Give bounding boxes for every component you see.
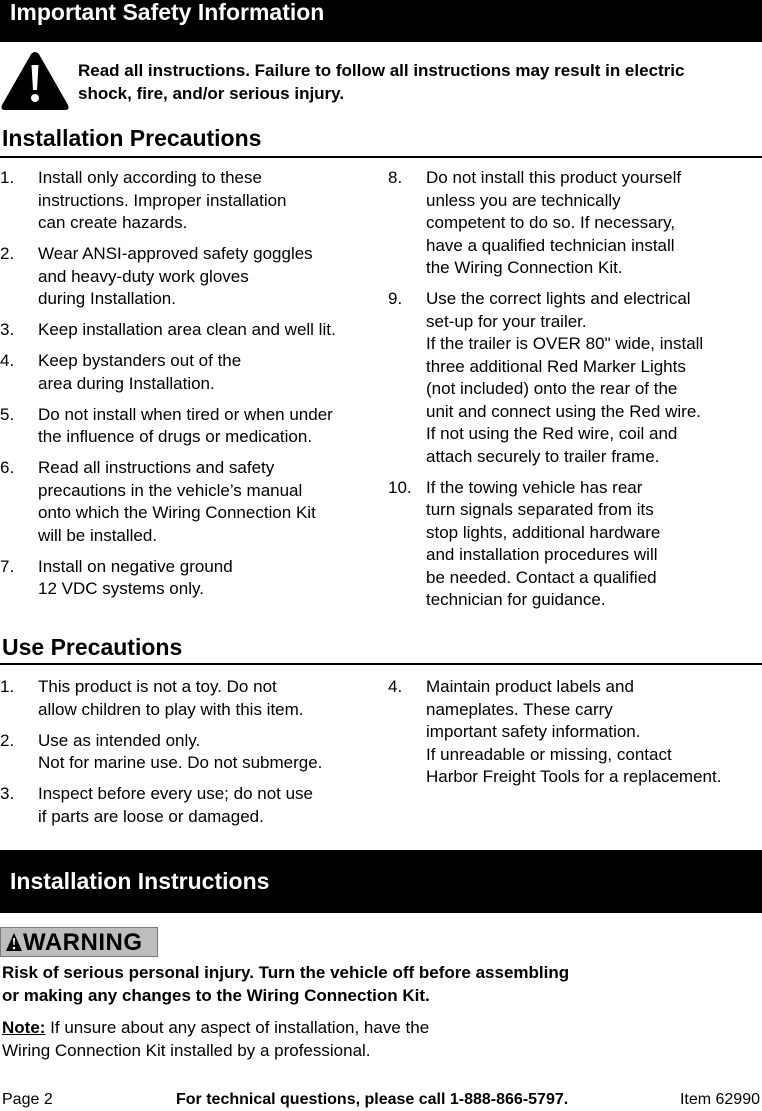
list-item-text: Use the correct lights and electrical set-up for your trailer. If the trailer is OVER 80" wide, install three additional Red Marker Lights (not included) onto the rear of the unit and connect using the Red wire. If not using the Red wire, coil and attach securely to trailer frame.	[426, 289, 704, 466]
list-item-text: Read all instructions and safety precautions in the vehicle’s manual onto which the Wiring Connection Kit will be installed.	[38, 458, 316, 545]
installation-instructions-title: Installation Instructions	[10, 868, 270, 894]
list-item	[0, 676, 370, 721]
list-item-number: 4.	[388, 677, 403, 696]
warning-triangle-icon	[5, 932, 23, 952]
list-item-text: Do not install this product yourself unless you are technically competent to do so. If necessary, have a qualified technician install the Wiring Connection Kit.	[426, 168, 682, 277]
use-precautions-title: Use Precautions	[2, 634, 183, 660]
note-text: If unsure about any aspect of installation, have the Wiring Connection Kit installed by a professional.	[2, 1018, 430, 1060]
note-paragraph	[2, 1016, 682, 1062]
safety-alert	[0, 50, 762, 112]
page-number: Page 2	[2, 1091, 53, 1108]
use-precautions-left-column	[0, 676, 370, 837]
list-item-text: Install on negative ground 12 VDC systems only.	[38, 556, 233, 598]
list-item	[0, 350, 370, 395]
list-item-text: This product is not a toy. Do not allow children to play with this item.	[38, 677, 304, 719]
item-number: Item 62990	[679, 1091, 760, 1108]
list-item	[0, 167, 370, 235]
page-footer	[0, 1089, 762, 1111]
list-item	[0, 556, 370, 601]
technical-contact: For technical questions, please call 1-888-866-5797.	[176, 1091, 569, 1108]
warning-label: WARNING	[23, 929, 143, 956]
list-item-number: 6.	[0, 458, 15, 477]
header-title: Important Safety Information	[10, 0, 325, 25]
header-banner	[0, 0, 762, 42]
list-item-text: Install only according to these instructions. Improper installation can create hazards.	[38, 168, 287, 232]
list-item-number: 4.	[0, 351, 15, 370]
warning-badge	[0, 927, 158, 957]
list-item-number: 1.	[0, 168, 15, 187]
list-item-text: Do not install when tired or when under the influence of drugs or medication.	[38, 404, 333, 446]
list-item	[388, 676, 760, 789]
list-item-text: Wear ANSI-approved safety goggles and heavy-duty work gloves during Installation.	[38, 244, 313, 308]
installation-instructions-banner	[0, 850, 762, 913]
alert-text: Read all instructions. Failure to follow all instructions may result in electric shock, fire, and/or serious injury.	[78, 61, 685, 103]
list-item-number: 8.	[388, 168, 403, 187]
list-item	[388, 288, 760, 468]
list-item-number: 9.	[388, 289, 403, 308]
list-item	[0, 243, 370, 311]
list-item-text: Keep bystanders out of the area during Installation.	[38, 351, 242, 393]
list-item-number: 2.	[0, 244, 15, 263]
use-precautions-right-column	[388, 676, 760, 797]
list-item	[0, 730, 370, 775]
section-divider	[0, 156, 762, 158]
list-item-text: Maintain product labels and nameplates. These carry important safety information. If unreadable or missing, contact Harbor Freight Tools for a replacement.	[426, 677, 722, 786]
list-item	[388, 477, 760, 612]
list-item	[0, 319, 370, 342]
list-item	[0, 783, 370, 828]
section-divider	[0, 663, 762, 665]
list-item-text: If the towing vehicle has rear turn signals separated from its stop lights, additional hardware and installation procedures will be needed. Contact a qualified technician for guidance.	[426, 477, 661, 609]
list-item-text: Use as intended only. Not for marine use. Do not submerge.	[38, 730, 323, 772]
list-item	[388, 167, 760, 280]
list-item-number: 5.	[0, 404, 15, 424]
warning-triangle-icon	[0, 50, 70, 112]
note-label: Note:	[2, 1018, 46, 1037]
list-item-number: 2.	[0, 730, 15, 750]
list-item-text: Keep installation area clean and well lit.	[38, 320, 336, 339]
list-item-number: 3.	[0, 320, 15, 339]
list-item	[0, 404, 370, 449]
list-item-text: Inspect before every use; do not use if parts are loose or damaged.	[38, 784, 314, 826]
list-item-number: 1.	[0, 677, 15, 696]
list-item-number: 7.	[0, 556, 15, 576]
list-item-number: 10.	[388, 477, 412, 497]
installation-precautions-right-column	[388, 167, 760, 620]
risk-text: Risk of serious personal injury. Turn the vehicle off before assembling or making any changes to the Wiring Connection Kit.	[2, 963, 570, 1005]
installation-precautions-left-column	[0, 167, 370, 609]
list-item-number: 3.	[0, 784, 15, 803]
list-item	[0, 457, 370, 547]
installation-precautions-title: Installation Precautions	[2, 125, 262, 151]
